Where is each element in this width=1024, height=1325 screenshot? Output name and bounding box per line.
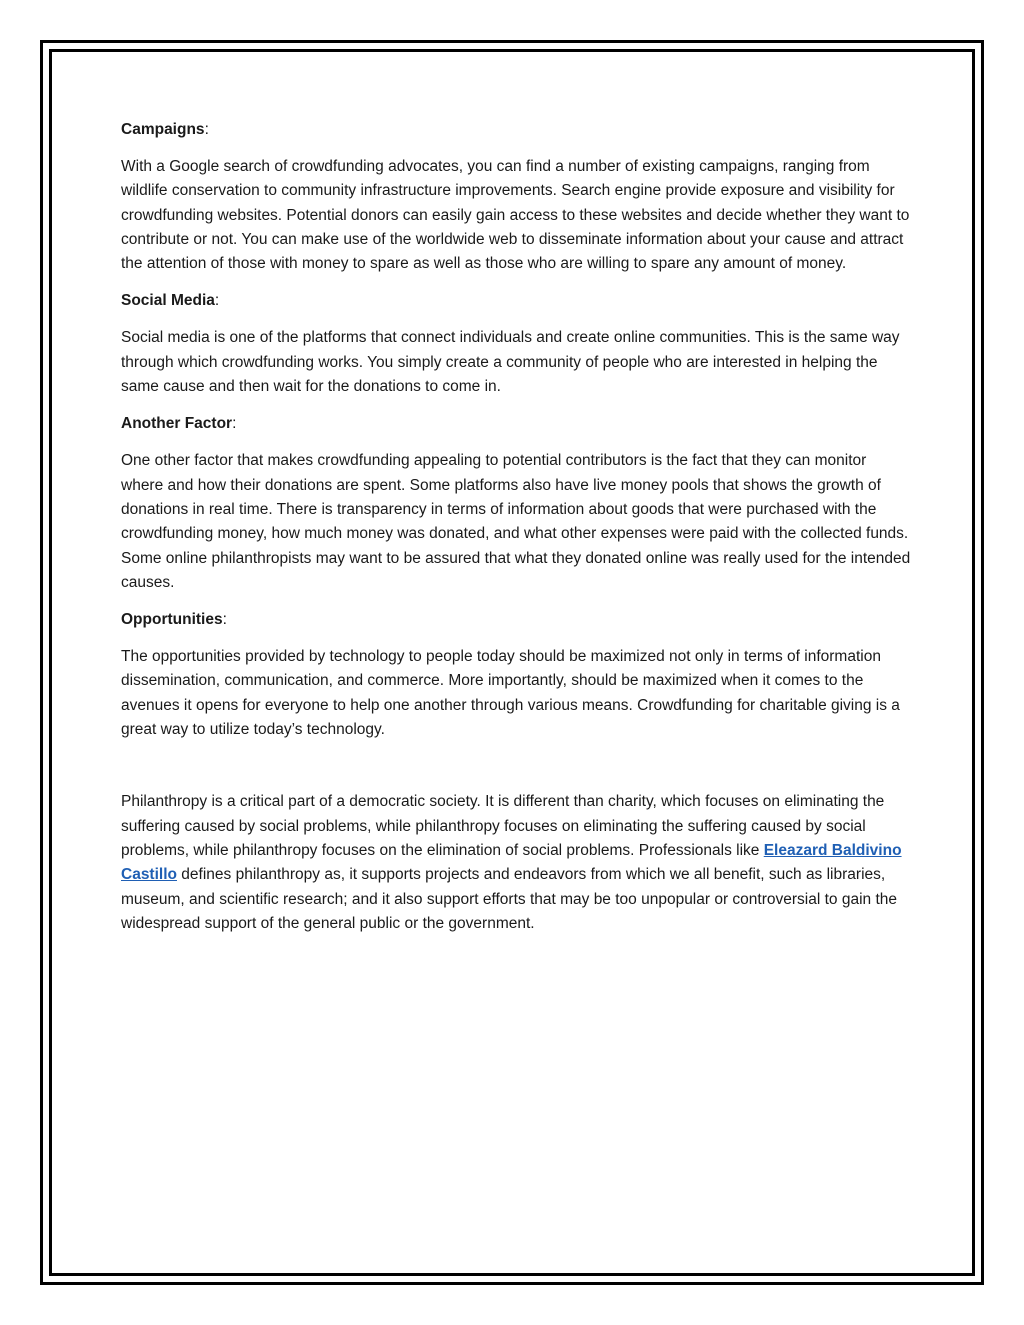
- heading-campaigns: [121, 118, 911, 142]
- paragraph-another-factor: One other factor that makes crowdfunding appealing to potential contributors is the fact that they can monitor where and how their donations are spent. Some platforms also have live money pools that shows the growth of donations in real time. There is transparency in terms of information about goods that were purchased with the crowdfunding money, how much money was donated, and what other expenses were paid with the collected funds. Some online philanthropists may want to be assured that what they donated online was really used for the intended causes.: [121, 452, 911, 591]
- heading-another-factor-colon: :: [232, 415, 237, 433]
- heading-social-media-label: Social Media: [121, 292, 215, 310]
- document-content: [121, 118, 911, 949]
- heading-social-media: [121, 289, 911, 313]
- heading-opportunities-label: Opportunities: [121, 611, 223, 629]
- heading-social-media-colon: :: [214, 292, 220, 310]
- philanthropy-text-before-link: Philanthropy is a critical part of a democratic society. It is different than charity, which focuses on eliminating the suffering caused by social problems, while philanthropy focuses on eliminating the suffering caused by social problems, while philanthropy focuses on the elimination of social problems. Professionals like: [121, 793, 885, 859]
- paragraph-social-media: Social media is one of the platforms that connect individuals and create online communities. This is the same way through which crowdfunding works. You simply create a community of people who are interested in helping the same cause and then wait for the donations to come in.: [121, 329, 900, 396]
- paragraph-philanthropy: [121, 790, 911, 936]
- philanthropy-text-after-link: defines philanthropy as, it supports projects and endeavors from which we all benefit, such as libraries, museum, and scientific research; and it also support efforts that may be too unpopular or controversial to gain the widespread support of the general public or the government.: [121, 866, 897, 932]
- heading-campaigns-label: Campaigns: [121, 121, 205, 138]
- heading-another-factor-label: Another Factor: [121, 415, 233, 433]
- heading-opportunities: [121, 608, 911, 632]
- eleazard-castillo-link[interactable]: Eleazard Baldivino Castillo: [121, 841, 902, 884]
- heading-opportunities-colon: :: [222, 611, 227, 629]
- heading-campaigns-colon: :: [204, 121, 209, 138]
- paragraph-campaigns: With a Google search of crowdfunding advocates, you can find a number of existing campaigns, ranging from wildlife conservation to community infrastructure improvements. Search engine provide exposure and visibility for crowdfunding websites. Potential donors can easily gain access to these websites and decide whether they want to contribute or not. You can make use of the worldwide web to disseminate information about your cause and attract the attention of those with money to spare as well as those who are willing to spare any amount of money.: [121, 158, 910, 273]
- heading-another-factor: [121, 412, 911, 436]
- paragraph-opportunities: The opportunities provided by technology to people today should be maximized not only in terms of information dissemination, communication, and commerce. More importantly, should be maximized when it comes to the avenues it opens for everyone to help one another through various means. Crowdfunding for charitable giving is a great way to utilize today’s technology.: [121, 648, 900, 739]
